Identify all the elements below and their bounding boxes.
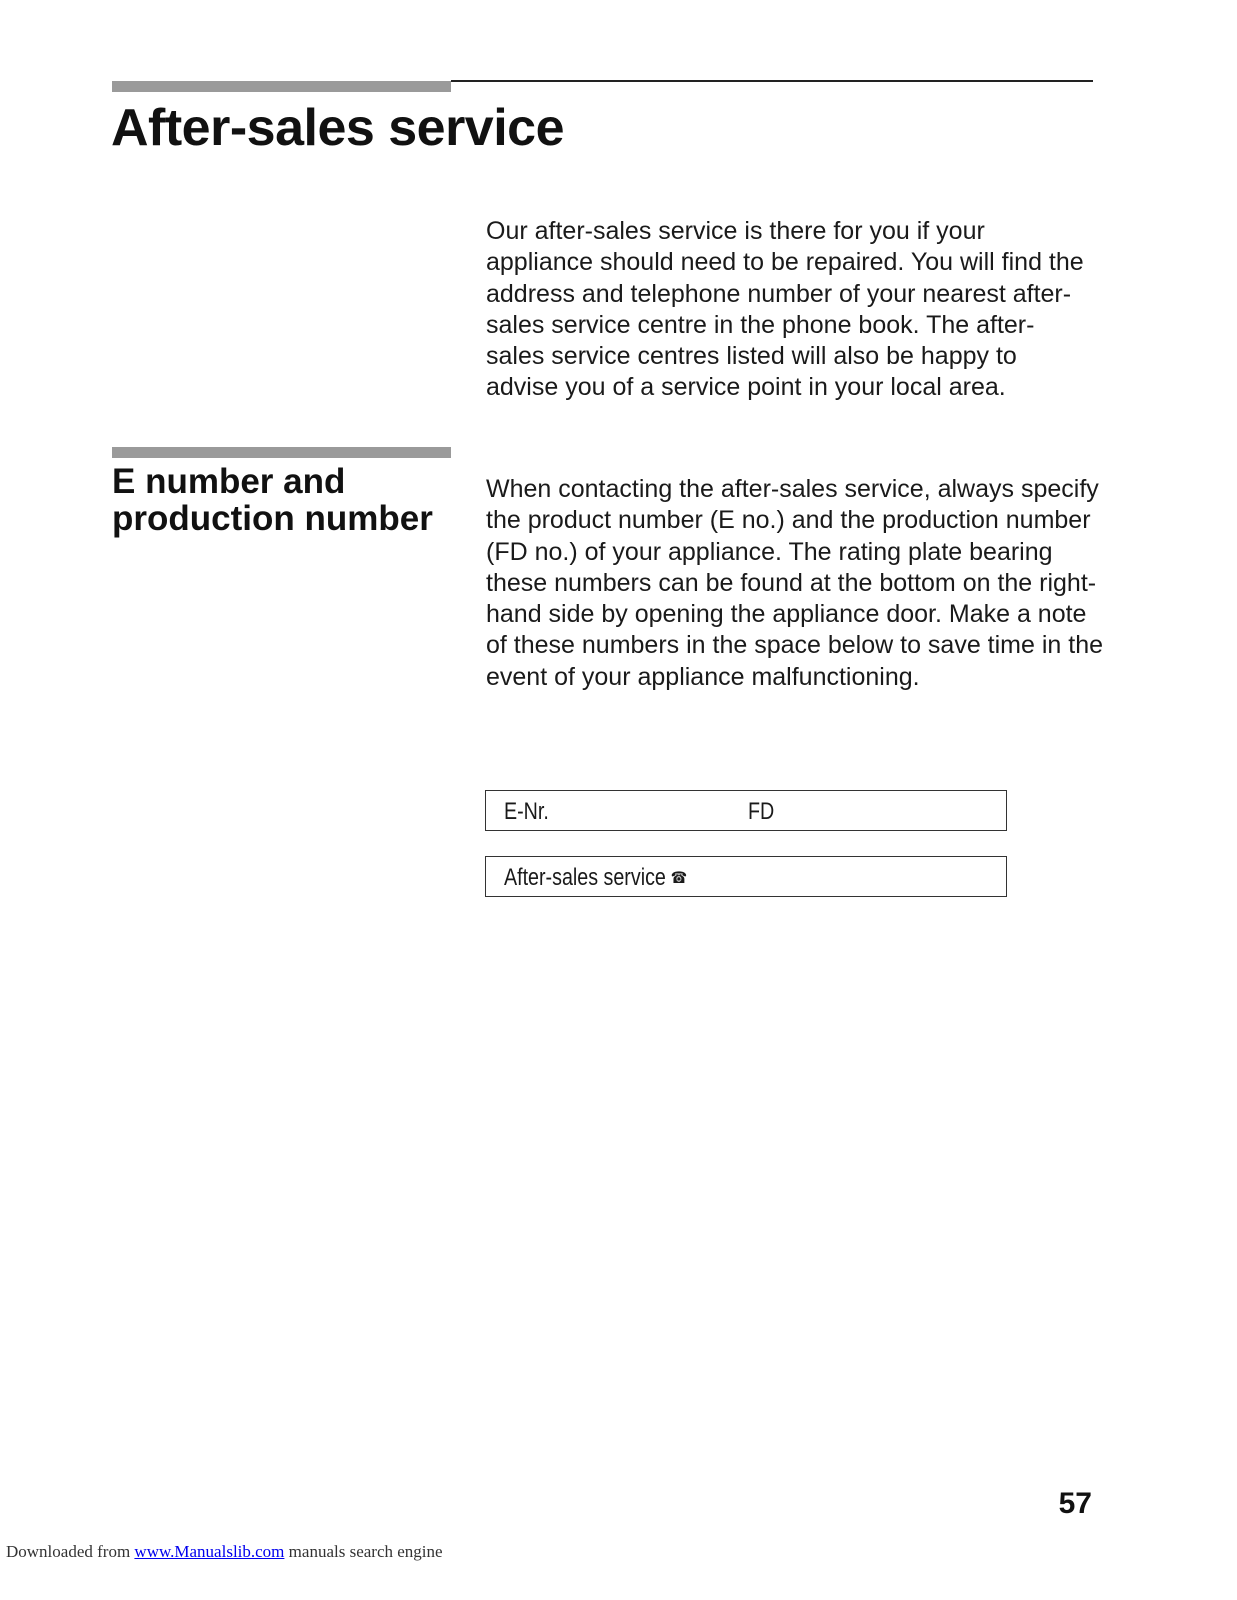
section-heading-line1: E number and [112, 462, 346, 501]
footer-suffix: manuals search engine [284, 1542, 443, 1561]
manualslib-link[interactable]: www.Manualslib.com [134, 1542, 285, 1561]
header-rule-thick [112, 81, 451, 92]
header-rule-thin [451, 80, 1093, 82]
number-entry-box [485, 790, 1007, 831]
service-entry-box [485, 856, 1007, 897]
section-heading [112, 463, 452, 537]
fd-label: FD [748, 798, 775, 825]
enr-label: E-Nr. [504, 798, 549, 825]
footer-prefix: Downloaded from [6, 1542, 135, 1561]
page-title: After-sales service [111, 99, 565, 157]
telephone-icon: ☎ [670, 870, 688, 887]
section-paragraph: When contacting the after-sales service, always specify the product number (E no.) and the production number (FD no.) of your appliance. The rating plate bearing these numbers can be found at the bottom on the right-hand side by opening the appliance door. Make a note of these numbers in the space below to save time in the event of your appliance malfunctioning. [486, 475, 1104, 691]
download-footer [6, 1542, 443, 1562]
page-number: 57 [1058, 1487, 1092, 1520]
intro-paragraph: Our after-sales service is there for you if your appliance should need to be repaired. You will find the address and telephone number of your nearest after-sales service centre in the phone book. The after-sales service centres listed will also be happy to advise you of a service point in your local area. [486, 217, 1084, 402]
section-heading-line2: production number [112, 499, 433, 538]
service-label: After-sales service [504, 864, 666, 891]
service-label-group [504, 864, 687, 892]
section-rule [112, 447, 451, 458]
